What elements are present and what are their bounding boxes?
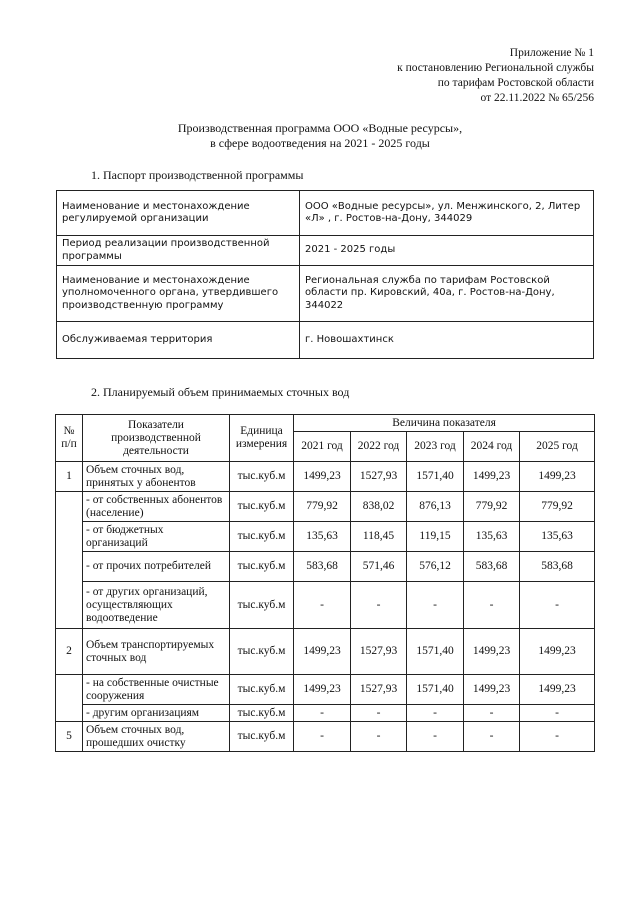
passport-label: Обслуживаемая территория xyxy=(57,322,300,359)
row-number: 2 xyxy=(56,629,83,675)
row-value: - xyxy=(464,582,520,629)
row-indicator: - от бюджетных организаций xyxy=(83,522,230,552)
title-line: в сфере водоотведения на 2021 - 2025 годы xyxy=(210,136,430,150)
row-indicator: Объем транспортируемых сточных вод xyxy=(83,629,230,675)
row-value: 1527,93 xyxy=(351,675,407,705)
wastewater-volume-table xyxy=(55,414,595,752)
table-row xyxy=(56,552,595,582)
header-year: 2025 год xyxy=(520,432,595,462)
row-number: 1 xyxy=(56,462,83,492)
row-unit: тыс.куб.м xyxy=(230,522,294,552)
row-unit: тыс.куб.м xyxy=(230,705,294,722)
row-value: 576,12 xyxy=(407,552,464,582)
header-year: 2022 год xyxy=(351,432,407,462)
passport-value: ООО «Водные ресурсы», ул. Менжинского, 2, Литер «Л» , г. Ростов-на-Дону, 344029 xyxy=(300,191,594,236)
appendix-reference xyxy=(397,46,594,106)
table-row xyxy=(56,522,595,552)
row-value: 1499,23 xyxy=(464,462,520,492)
passport-row xyxy=(57,191,594,236)
row-value: 1571,40 xyxy=(407,462,464,492)
row-value: - xyxy=(294,722,351,752)
row-unit: тыс.куб.м xyxy=(230,552,294,582)
table-row xyxy=(56,582,595,629)
row-value: 135,63 xyxy=(294,522,351,552)
appendix-line: по тарифам Ростовской области xyxy=(437,77,594,89)
row-value: 135,63 xyxy=(520,522,595,552)
row-value: 1499,23 xyxy=(464,675,520,705)
table-row xyxy=(56,629,595,675)
header-number: № п/п xyxy=(56,415,83,462)
table-row xyxy=(56,675,595,705)
table-row xyxy=(56,722,595,752)
row-value: 779,92 xyxy=(294,492,351,522)
row-indicator: - другим организациям xyxy=(83,705,230,722)
row-unit: тыс.куб.м xyxy=(230,462,294,492)
passport-label: Наименование и местонахождение регулируемой организации xyxy=(57,191,300,236)
passport-value: Региональная служба по тарифам Ростовской области пр. Кировский, 40а, г. Ростов-на-Дону, 344022 xyxy=(300,266,594,322)
row-value: 1499,23 xyxy=(294,675,351,705)
row-value: - xyxy=(464,722,520,752)
passport-row xyxy=(57,236,594,266)
row-unit: тыс.куб.м xyxy=(230,492,294,522)
table-row xyxy=(56,492,595,522)
row-value: 1499,23 xyxy=(520,629,595,675)
row-value: 119,15 xyxy=(407,522,464,552)
row-indicator: Объем сточных вод, прошедших очистку xyxy=(83,722,230,752)
row-number xyxy=(56,675,83,722)
table-row xyxy=(56,705,595,722)
row-indicator: - от прочих потребителей xyxy=(83,552,230,582)
row-value: 1499,23 xyxy=(294,629,351,675)
passport-row xyxy=(57,266,594,322)
row-value: - xyxy=(294,705,351,722)
passport-value: 2021 - 2025 годы xyxy=(300,236,594,266)
header-indicator: Показатели производственной деятельности xyxy=(83,415,230,462)
row-value: 1527,93 xyxy=(351,629,407,675)
row-indicator: - от собственных абонентов (население) xyxy=(83,492,230,522)
table-row xyxy=(56,462,595,492)
row-unit: тыс.куб.м xyxy=(230,722,294,752)
row-value: - xyxy=(351,705,407,722)
row-value: - xyxy=(407,582,464,629)
row-indicator: - на собственные очистные сооружения xyxy=(83,675,230,705)
row-value: - xyxy=(294,582,351,629)
row-number xyxy=(56,492,83,629)
appendix-line: от 22.11.2022 № 65/256 xyxy=(480,92,594,104)
section-1-heading: 1. Паспорт производственной программы xyxy=(91,168,304,182)
row-unit: тыс.куб.м xyxy=(230,629,294,675)
row-value: 1571,40 xyxy=(407,675,464,705)
row-value: 1527,93 xyxy=(351,462,407,492)
row-value: - xyxy=(464,705,520,722)
row-value: 583,68 xyxy=(520,552,595,582)
title-line: Производственная программа ООО «Водные ресурсы», xyxy=(177,121,463,135)
row-unit: тыс.куб.м xyxy=(230,675,294,705)
header-unit: Единица измерения xyxy=(230,415,294,462)
section-2-heading: 2. Планируемый объем принимаемых сточных вод xyxy=(91,385,350,399)
header-year: 2021 год xyxy=(294,432,351,462)
row-indicator: Объем сточных вод, принятых у абонентов xyxy=(83,462,230,492)
row-value: 779,92 xyxy=(520,492,595,522)
header-year: 2023 год xyxy=(407,432,464,462)
row-value: 1499,23 xyxy=(520,462,595,492)
row-value: 876,13 xyxy=(407,492,464,522)
row-value: - xyxy=(407,722,464,752)
row-value: 135,63 xyxy=(464,522,520,552)
passport-table xyxy=(56,190,594,359)
document-title xyxy=(0,121,640,151)
row-value: - xyxy=(520,582,595,629)
row-indicator: - от других организаций, осуществляющих водоотведение xyxy=(83,582,230,629)
row-number: 5 xyxy=(56,722,83,752)
row-value: 1499,23 xyxy=(294,462,351,492)
passport-label: Наименование и местонахождение уполномоченного органа, утвердившего производственную программу xyxy=(57,266,300,322)
volume-table-body xyxy=(56,462,595,752)
row-value: - xyxy=(520,705,595,722)
row-value: - xyxy=(407,705,464,722)
header-value-group: Величина показателя xyxy=(294,415,595,432)
row-unit: тыс.куб.м xyxy=(230,582,294,629)
row-value: 1571,40 xyxy=(407,629,464,675)
row-value: 1499,23 xyxy=(464,629,520,675)
passport-row xyxy=(57,322,594,359)
row-value: - xyxy=(351,582,407,629)
passport-label: Период реализации производственной программы xyxy=(57,236,300,266)
header-year: 2024 год xyxy=(464,432,520,462)
row-value: 583,68 xyxy=(464,552,520,582)
row-value: 583,68 xyxy=(294,552,351,582)
row-value: - xyxy=(351,722,407,752)
passport-value: г. Новошахтинск xyxy=(300,322,594,359)
row-value: 118,45 xyxy=(351,522,407,552)
row-value: - xyxy=(520,722,595,752)
row-value: 838,02 xyxy=(351,492,407,522)
appendix-line: к постановлению Региональной службы xyxy=(397,62,594,74)
appendix-line: Приложение № 1 xyxy=(509,47,594,59)
row-value: 1499,23 xyxy=(520,675,595,705)
row-value: 779,92 xyxy=(464,492,520,522)
row-value: 571,46 xyxy=(351,552,407,582)
